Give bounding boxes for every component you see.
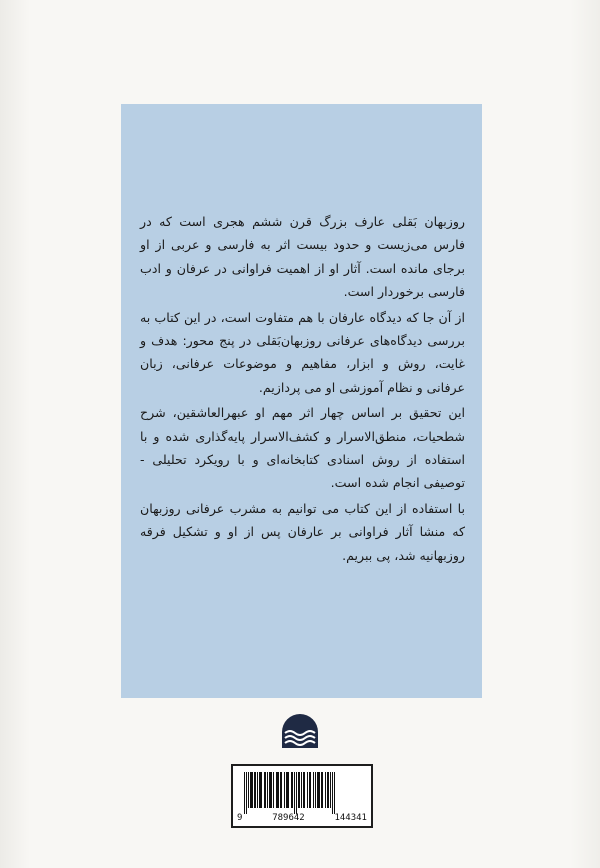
barcode-bar <box>254 772 256 808</box>
blurb-paragraph: روزبهان بَقلی عارف بزرگ قرن ششم هجری است که در فارس می‌زیست و حدود بیست اثر به فارسی و عربی از او برجای مانده است. آثار او از اهمیت فراوانی در عرفان و ادب فارسی برخوردار است. <box>140 214 465 300</box>
barcode-bar <box>257 772 258 808</box>
barcode-guard-bar <box>296 772 297 814</box>
barcode-bar <box>280 772 282 808</box>
barcode-bar <box>250 772 253 808</box>
blurb-paragraph: این تحقیق بر اساس چهار اثر مهم او عبهرالعاشقین، شرح شطحیات، منطق‌الاسرار و کشف‌الاسرار پایه‌گذاری شده و با استفاده از روش اسنادی کتابخانه‌ای و با رویکرد تحلیلی - توصیفی انجام شده است. <box>140 405 465 491</box>
barcode-bar <box>259 772 262 808</box>
barcode-digit-group: 9 <box>237 813 243 823</box>
barcode-guard-bar <box>332 772 333 814</box>
barcode-bar <box>273 772 274 808</box>
barcode-bar <box>315 772 316 808</box>
barcode-bar <box>309 772 311 808</box>
blurb-text <box>140 210 465 567</box>
barcode-bar <box>286 772 289 808</box>
barcode-bar <box>325 772 326 808</box>
barcode-bar <box>321 772 323 808</box>
barcode-bar <box>307 772 308 808</box>
isbn-barcode <box>231 764 373 828</box>
barcode-bar <box>313 772 314 808</box>
publisher-logo-icon <box>279 712 321 750</box>
barcode-bar <box>276 772 279 808</box>
barcode-guard-bar <box>246 772 247 814</box>
blurb-paragraph: از آن جا که دیدگاه عارفان با هم متفاوت است، در این کتاب به بررسی دیدگاه‌های عرفانی روزبهان‌بَقلی در پنج محور: هدف و غایت، روش و ابزار، مفاهیم و موضوعات عرفانی، زبان عرفانی و نظام آموزشی او می پردازیم. <box>140 309 465 395</box>
barcode-guard-bar <box>334 772 335 814</box>
barcode-bar <box>264 772 266 808</box>
barcode-bar <box>284 772 285 808</box>
barcode-digit-group: 789642 <box>272 813 305 823</box>
blurb-paragraph: با استفاده از این کتاب می توانیم به مشرب عرفانی روزبهان که منشا آثار فراوانی بر عارفان پس از او و تشکیل فرقه روزبهانیه شد، پی ببریم. <box>140 500 465 563</box>
barcode-guard-bar <box>244 772 245 814</box>
barcode-bar <box>248 772 249 808</box>
barcode-digit-group: 144341 <box>334 813 367 823</box>
barcode-bar <box>291 772 293 808</box>
barcode-bar <box>269 772 272 808</box>
barcode-bar <box>330 772 331 808</box>
barcode-bar <box>303 772 305 808</box>
barcode-bar <box>267 772 268 808</box>
barcode-bar <box>327 772 329 808</box>
barcode-bar <box>301 772 302 808</box>
barcode-bars-icon <box>243 772 361 814</box>
barcode-number <box>237 813 367 823</box>
barcode-bar <box>298 772 300 808</box>
barcode-guard-bar <box>294 772 295 814</box>
barcode-bar <box>317 772 320 808</box>
